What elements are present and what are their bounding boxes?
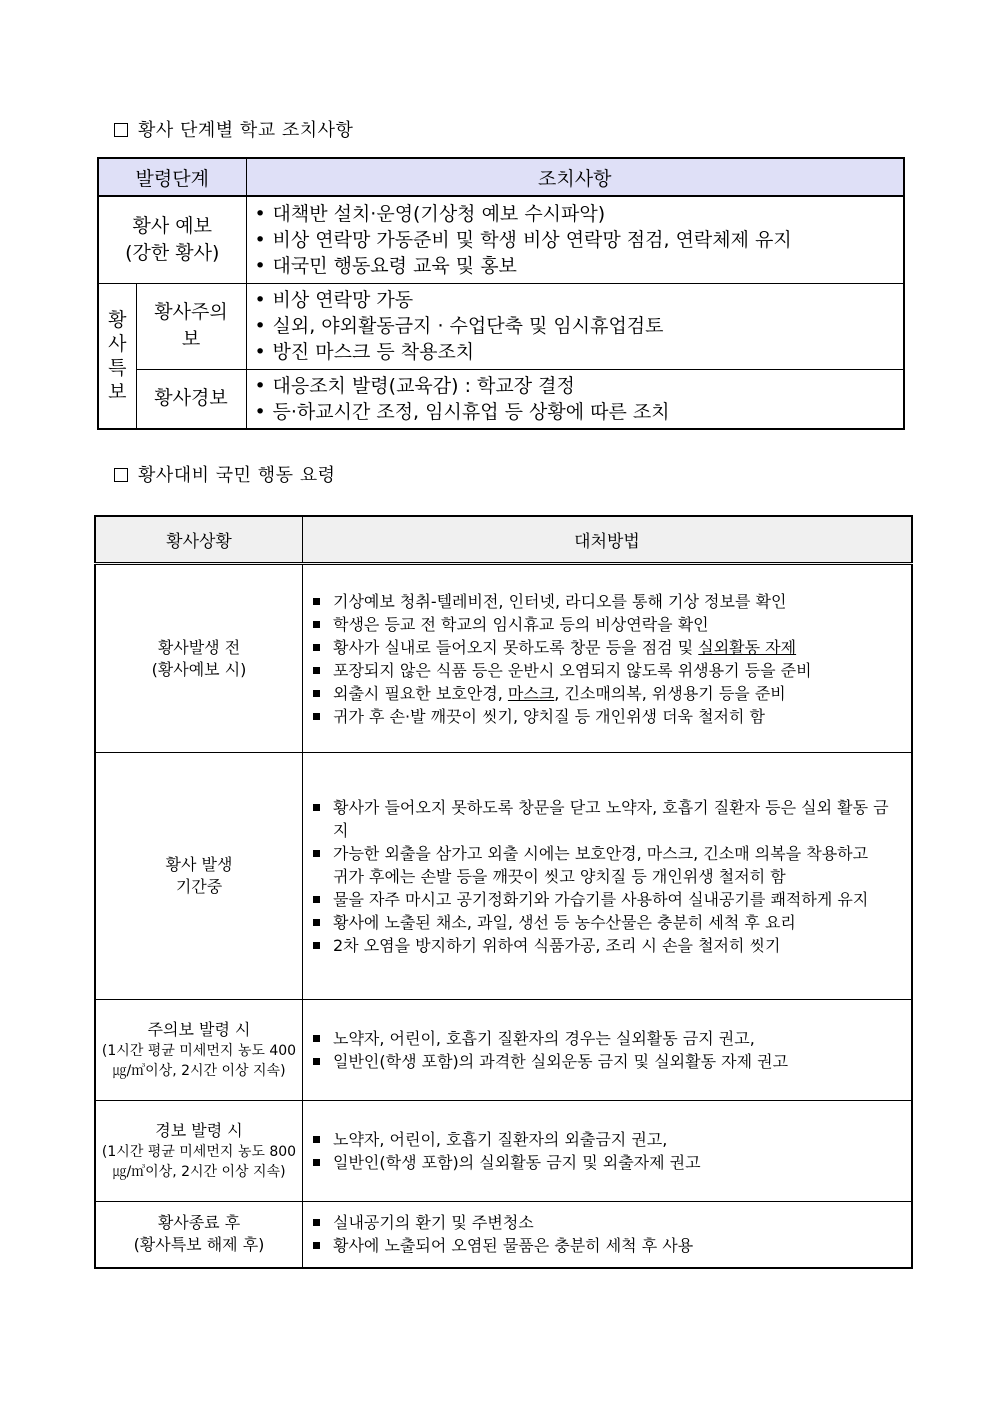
table-row	[95, 564, 912, 753]
header-measures: 조치사항	[246, 158, 904, 196]
list-item	[311, 636, 903, 659]
table-row	[95, 753, 912, 1000]
table-row	[95, 1101, 912, 1202]
situation-cell	[95, 564, 303, 753]
list-item: 학생은 등교 전 학교의 임시휴교 등의 비상연락을 확인	[311, 613, 903, 636]
item-text: 황사가 실내로 들어오지 못하도록 창문 등을 점검 및	[333, 637, 699, 657]
table-row	[98, 283, 904, 369]
stage-warning: 황사경보	[136, 369, 246, 429]
list-item-continued: 귀가 후에는 손발 등을 깨끗이 씻고 양치질 등 개인위생 철저히 함	[333, 866, 786, 886]
list-item: 노약자, 어린이, 호흡기 질환자의 외출금지 권고,	[311, 1128, 903, 1151]
situation-cell	[95, 1101, 303, 1202]
list-item: 황사가 들어오지 못하도록 창문을 닫고 노약자, 호흡기 질환자 등은 실외 활동 금지	[311, 796, 903, 842]
response-cell	[303, 753, 913, 1000]
stage-forecast	[98, 196, 246, 283]
forecast-measures	[246, 196, 904, 283]
table-row	[95, 1000, 912, 1101]
list-item: 2차 오염을 방지하기 위하여 식품가공, 조리 시 손을 철저히 씻기	[311, 934, 903, 957]
list-item: 귀가 후 손·발 깨끗이 씻기, 양치질 등 개인위생 더욱 철저히 함	[311, 705, 903, 728]
table-row	[95, 1202, 912, 1268]
checkbox-square-icon	[114, 123, 128, 137]
response-cell	[303, 1000, 913, 1101]
list-item: • 방진 마스크 등 착용조치	[255, 339, 904, 365]
situation-line: 황사발생 전	[157, 637, 241, 657]
list-item: 기상예보 청취-텔레비전, 인터넷, 라디오를 통해 기상 정보를 확인	[311, 590, 903, 613]
warning-measures	[246, 369, 904, 429]
response-cell	[303, 1101, 913, 1202]
table-header-row	[95, 516, 912, 564]
list-item: • 대응조치 발령(교육감) : 학교장 결정	[255, 373, 904, 399]
response-cell	[303, 1202, 913, 1268]
header-stage: 발령단계	[98, 158, 246, 196]
section1-title	[114, 116, 353, 142]
list-item: • 비상 연락망 가동준비 및 학생 비상 연락망 점검, 연락체제 유지	[255, 227, 904, 253]
group-char: 사	[108, 332, 127, 355]
response-cell	[303, 564, 913, 753]
item-text-after: , 긴소매의복, 위생용기 등을 준비	[554, 683, 786, 703]
group-char: 보	[108, 380, 127, 403]
list-item: 일반인(학생 포함)의 과격한 실외운동 금지 및 실외활동 자제 권고	[311, 1050, 903, 1073]
situation-cell	[95, 1000, 303, 1101]
group-char: 황	[108, 308, 127, 331]
underlined-text: 실외활동 자제	[698, 637, 797, 657]
list-item: 포장되지 않은 식품 등은 운반시 오염되지 않도록 위생용기 등을 준비	[311, 659, 903, 682]
list-item: • 대국민 행동요령 교육 및 홍보	[255, 253, 904, 279]
list-item: 일반인(학생 포함)의 실외활동 금지 및 외출자제 권고	[311, 1151, 903, 1174]
table-row	[98, 196, 904, 283]
situation-detail: (1시간 평균 미세먼지 농도 400㎍/㎥이상, 2시간 이상 지속)	[101, 1043, 297, 1079]
list-item: • 실외, 야외활동금지 · 수업단축 및 임시휴업검토	[255, 313, 904, 339]
list-item: 실내공기의 환기 및 주변청소	[311, 1211, 903, 1234]
underlined-text: 마스크	[507, 683, 555, 703]
table-header-row	[98, 158, 904, 196]
header-situation: 황사상황	[95, 516, 303, 564]
section2-title	[114, 461, 336, 487]
checkbox-square-icon	[114, 468, 128, 482]
situation-line: 주의보 발령 시	[147, 1020, 251, 1039]
stage-forecast-line2: (강한 황사)	[125, 241, 220, 264]
item-text: 외출시 필요한 보호안경,	[333, 683, 508, 703]
stage-advisory-line2: 보	[181, 328, 201, 350]
list-item: 노약자, 어린이, 호흡기 질환자의 경우는 실외활동 금지 권고,	[311, 1027, 903, 1050]
table-row	[98, 369, 904, 429]
section2-title-text: 황사대비 국민 행동 요령	[138, 465, 336, 486]
situation-line: (황사예보 시)	[151, 659, 247, 679]
list-item: 황사에 노출된 채소, 과일, 생선 등 농수산물은 충분히 세척 후 요리	[311, 911, 903, 934]
advisory-measures	[246, 283, 904, 369]
situation-line: 기간중	[175, 877, 223, 896]
situation-line: 경보 발령 시	[155, 1121, 243, 1140]
group-char: 특	[108, 356, 127, 379]
situation-line: 황사종료 후	[157, 1213, 241, 1233]
list-item: • 대책반 설치·운영(기상청 예보 수시파악)	[255, 201, 904, 227]
list-item: 가능한 외출을 삼가고 외출 시에는 보호안경, 마스크, 긴소매 의복을 착용하고	[311, 842, 903, 865]
list-item	[311, 682, 903, 705]
public-action-table	[94, 515, 913, 1269]
list-item: • 등·하교시간 조정, 임시휴업 등 상황에 따른 조치	[255, 399, 904, 425]
special-report-group	[98, 283, 136, 429]
situation-line: (황사특보 해제 후)	[133, 1235, 265, 1255]
stage-forecast-line1: 황사 예보	[132, 214, 212, 237]
school-measures-table	[97, 157, 905, 430]
stage-advisory-line1: 황사주의	[154, 301, 228, 323]
list-item: • 비상 연락망 가동	[255, 287, 904, 313]
situation-detail: (1시간 평균 미세먼지 농도 800㎍/㎥이상, 2시간 이상 지속)	[101, 1144, 297, 1180]
list-item: 황사에 노출되어 오염된 물품은 충분히 세척 후 사용	[311, 1234, 903, 1257]
stage-advisory	[136, 283, 246, 369]
situation-cell	[95, 1202, 303, 1268]
list-item: 물을 자주 마시고 공기정화기와 가습기를 사용하여 실내공기를 쾌적하게 유지	[311, 888, 903, 911]
header-response: 대처방법	[303, 516, 913, 564]
situation-line: 황사 발생	[165, 855, 233, 874]
situation-cell	[95, 753, 303, 1000]
section1-title-text: 황사 단계별 학교 조치사항	[138, 120, 354, 141]
